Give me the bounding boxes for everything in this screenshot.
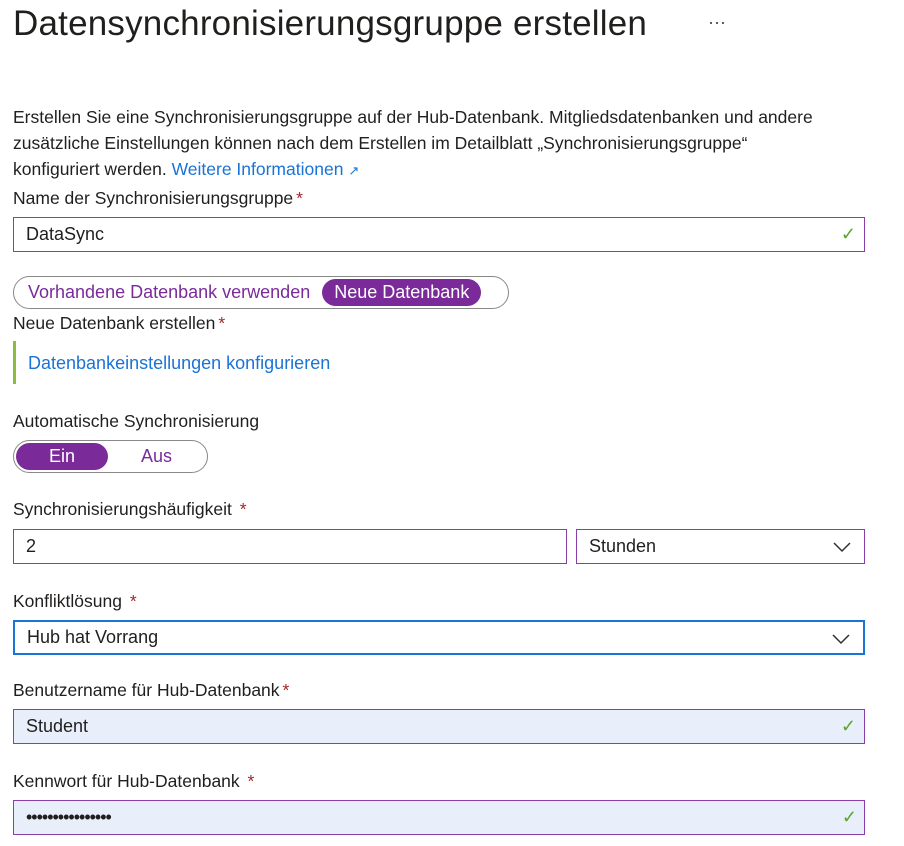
password-input[interactable] (13, 800, 865, 835)
label-text: Kennwort für Hub-Datenbank (13, 771, 240, 791)
option-on[interactable]: Ein (16, 443, 108, 470)
frequency-label (13, 499, 247, 520)
input-value: •••••••••••••••• (26, 807, 111, 827)
page-title: Datensynchronisierungsgruppe erstellen (13, 4, 648, 43)
checkmark-icon: ✓ (840, 224, 856, 244)
selected-value: Stunden (589, 536, 657, 556)
label-text: Konfliktlösung (13, 591, 122, 611)
label-text: Name der Synchronisierungsgruppe (13, 188, 294, 208)
sync-group-name-input[interactable] (13, 217, 865, 252)
option-off[interactable]: Aus (140, 446, 173, 466)
label-text: Neue Datenbank erstellen (13, 313, 216, 333)
username-input[interactable] (13, 709, 865, 744)
required-marker: * (296, 188, 303, 208)
conflict-resolution-select[interactable] (13, 620, 865, 655)
required-marker: * (239, 499, 247, 519)
input-value: DataSync (26, 224, 105, 244)
label-text: Synchronisierungshäufigkeit (13, 499, 232, 519)
frequency-unit-select[interactable] (576, 529, 865, 564)
username-label (13, 680, 289, 701)
option-new-database[interactable]: Neue Datenbank (322, 279, 481, 306)
auto-sync-toggle[interactable] (13, 440, 208, 473)
option-existing-database[interactable]: Vorhandene Datenbank verwenden (28, 282, 311, 302)
new-database-label (13, 313, 225, 334)
conflict-label (13, 591, 137, 612)
auto-sync-label: Automatische Synchronisierung (13, 411, 260, 431)
external-link-icon: ↗ (348, 163, 360, 178)
frequency-input[interactable] (13, 529, 567, 564)
description-text: Erstellen Sie eine Synchronisierungsgruppe auf der Hub-Datenbank. Mitgliedsdatenbanken und andere zusätzliche Einstellungen können nach dem Erstellen im Detailblatt „Synchronisierungsgruppe“ konfiguriert werden. (13, 107, 813, 179)
checkmark-icon: ✓ (841, 807, 856, 827)
input-value: 2 (26, 536, 37, 556)
database-settings-bar (13, 341, 330, 384)
configure-database-link[interactable]: Datenbankeinstellungen konfigurieren (28, 353, 331, 373)
required-marker: * (218, 313, 226, 333)
password-label (13, 771, 254, 792)
checkmark-icon: ✓ (840, 716, 856, 736)
required-marker: * (129, 591, 137, 611)
input-value: Student (26, 716, 89, 736)
label-text: Benutzername für Hub-Datenbank (13, 680, 280, 700)
description (13, 104, 813, 184)
more-options-button[interactable]: ··· (708, 12, 726, 32)
database-toggle[interactable] (13, 276, 509, 309)
chevron-down-icon (831, 629, 851, 649)
required-marker: * (247, 771, 255, 791)
learn-more-link[interactable] (172, 159, 360, 179)
selected-value: Hub hat Vorrang (27, 627, 159, 647)
learn-more-label: Weitere Informationen (171, 159, 344, 179)
chevron-down-icon (832, 537, 852, 557)
sync-group-name-label (13, 188, 303, 209)
required-marker: * (282, 680, 290, 700)
